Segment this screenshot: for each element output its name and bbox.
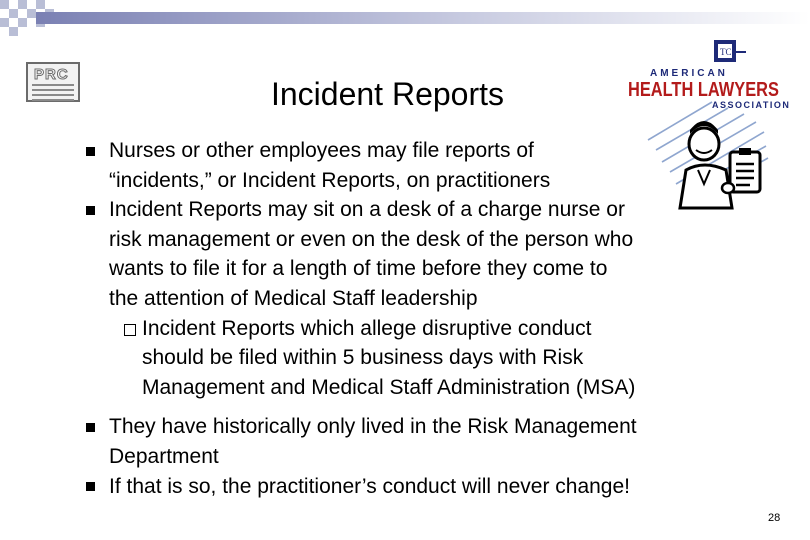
prc-logo-text: PRC (34, 66, 69, 83)
bullet-4-line-1: If that is so, the practitioner’s conduct will never change! (109, 474, 631, 498)
sub-bullet-line-3: Management and Medical Staff Administration (MSA) (142, 375, 636, 399)
bullet-2-line-3: wants to file it for a length of time before they come to (109, 257, 608, 281)
bullet-2-line-4: the attention of Medical Staff leadership (109, 287, 478, 310)
bullet-1-line-1: Nurses or other employees may file reports of (109, 139, 534, 162)
page-number: 28 (768, 512, 781, 524)
ahla-line-health-lawyers: HEALTH LAWYERS (628, 79, 779, 101)
sub-bullet-line-2: should be filed within 5 business days with Risk (142, 346, 584, 370)
bullet-2-line-2: risk management or even on the desk of the person who (109, 227, 634, 251)
bullet-marker (86, 423, 95, 432)
bullet-2-line-1: Incident Reports may sit on a desk of a charge nurse or (109, 198, 625, 222)
sub-bullet-text-1: Incident Reports which allege disruptive conduct (142, 316, 592, 340)
ahla-line-american: AMERICAN (650, 68, 728, 79)
ahla-line-association: ASSOCIATION (712, 100, 791, 110)
bullet-3-line-2: Department (109, 445, 219, 468)
sub-bullet-line-1 (124, 314, 591, 344)
bullet-3-line-1: They have historically only lived in the Risk Management (109, 415, 637, 439)
ahla-seal-text: TC (720, 47, 732, 57)
hollow-square-bullet-icon (124, 324, 136, 336)
bullet-marker (86, 147, 95, 156)
bullet-1-line-2: “incidents,” or Incident Reports, on practitioners (109, 168, 551, 192)
bullet-marker (86, 206, 95, 215)
bullet-marker (86, 482, 95, 491)
slide-title: Incident Reports (270, 76, 504, 112)
